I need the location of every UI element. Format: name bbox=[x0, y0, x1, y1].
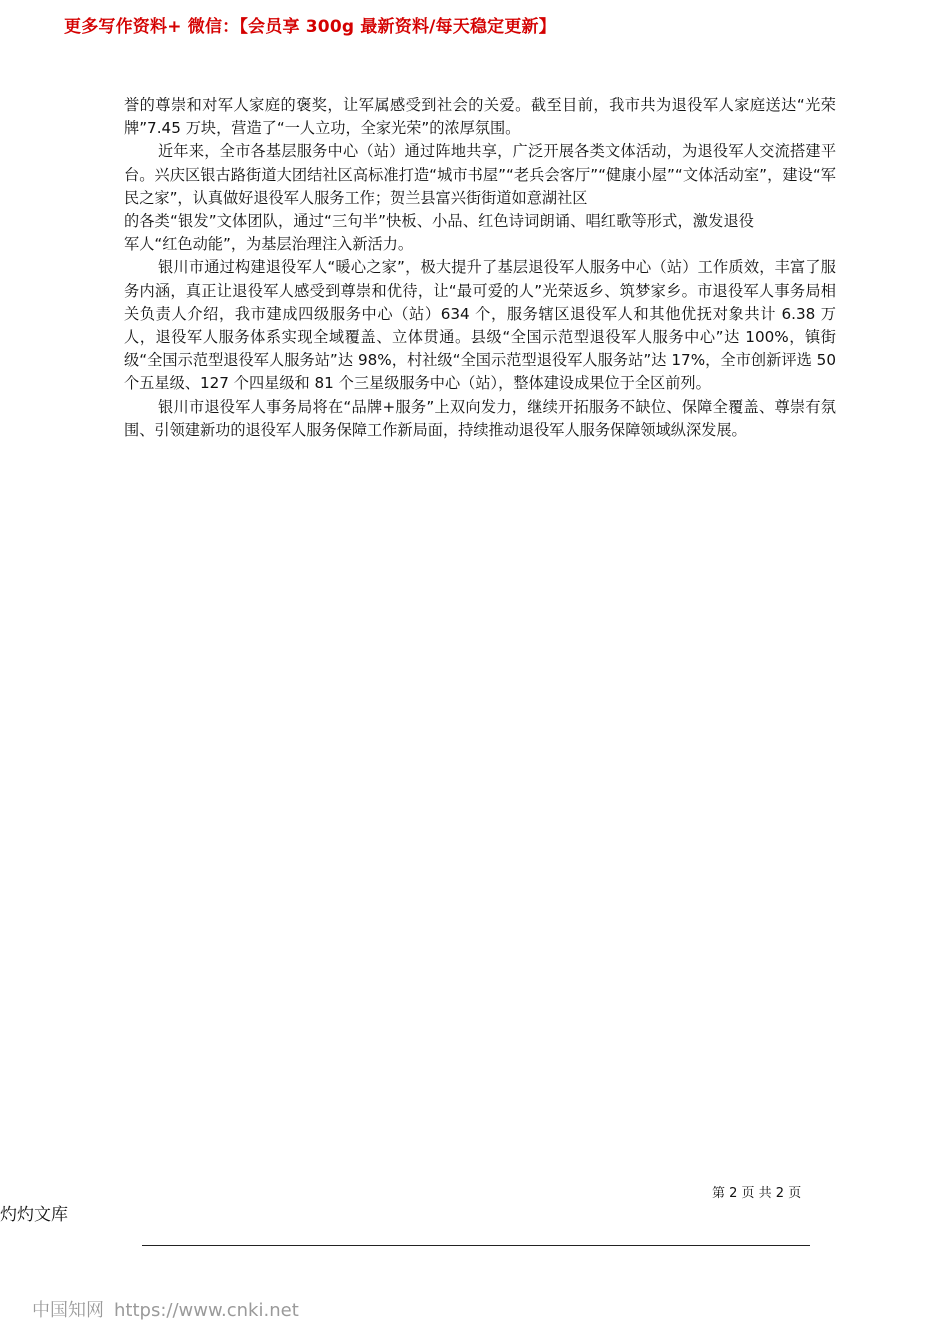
site-footer bbox=[32, 1296, 299, 1322]
document-body bbox=[124, 94, 836, 442]
paragraph-2: 近年来，全市各基层服务中心（站）通过阵地共享，广泛开展各类文体活动，为退役军人交流搭建平台。兴庆区银古路街道大团结社区高标准打造“城市书屋”“老兵会客厅”“健康小屋”“文体活动室”，建设“军民之家”，认真做好退役军人服务工作；贺兰县富兴街街道如意湖社区 bbox=[124, 142, 836, 207]
promo-banner: 更多写作资料+ 微信：【会员享 300g 最新资料/每天稳定更新】 bbox=[64, 17, 556, 37]
library-name: 灼灼文库 bbox=[0, 1205, 68, 1225]
paragraph-3: 的各类“银发”文体团队，通过“三句半”快板、小品、红色诗词朗诵、唱红歌等形式，激发退役军人“红色动能”，为基层治理注入新活力。 bbox=[124, 212, 754, 254]
paragraph-4: 银川市通过构建退役军人“暖心之家”，极大提升了基层退役军人服务中心（站）工作质效，丰富了服务内涵，真正让退役军人感受到尊崇和优待，让“最可爱的人”光荣返乡、筑梦家乡。市退役军人事务局相关负责人介绍，我市建成四级服务中心（站）634 个，服务辖区退役军人和其他优抚对象共计 6.38 万人，退役军人服务体系实现全域覆盖、立体贯通。县级“全国示范型退役军人服务中心”达 100%，镇街级“全国示范型退役军人服务站”达 98%，村社级“全国示范型退役军人服务站”达 17%，全市创新评选 50 个五星级、127 个四星级和 81 个三星级服务中心（站），整体建设成果位于全区前列。 bbox=[124, 258, 836, 393]
paragraph-1: 誉的尊崇和对军人家庭的褒奖，让军属感受到社会的关爱。截至目前，我市共为退役军人家庭送达“光荣牌”7.45 万块，营造了“一人立功，全家光荣”的浓厚氛围。 bbox=[124, 96, 836, 138]
page-number: 第 2 页 共 2 页 bbox=[712, 1186, 802, 1201]
site-url-link[interactable]: https://www.cnki.net bbox=[114, 1300, 299, 1321]
footer-divider bbox=[142, 1245, 810, 1246]
site-name: 中国知网 bbox=[32, 1300, 104, 1321]
paragraph-5: 银川市退役军人事务局将在“品牌+服务”上双向发力，继续开拓服务不缺位、保障全覆盖、尊崇有氛围、引领建新功的退役军人服务保障工作新局面，持续推动退役军人服务保障领域纵深发展。 bbox=[124, 397, 836, 439]
